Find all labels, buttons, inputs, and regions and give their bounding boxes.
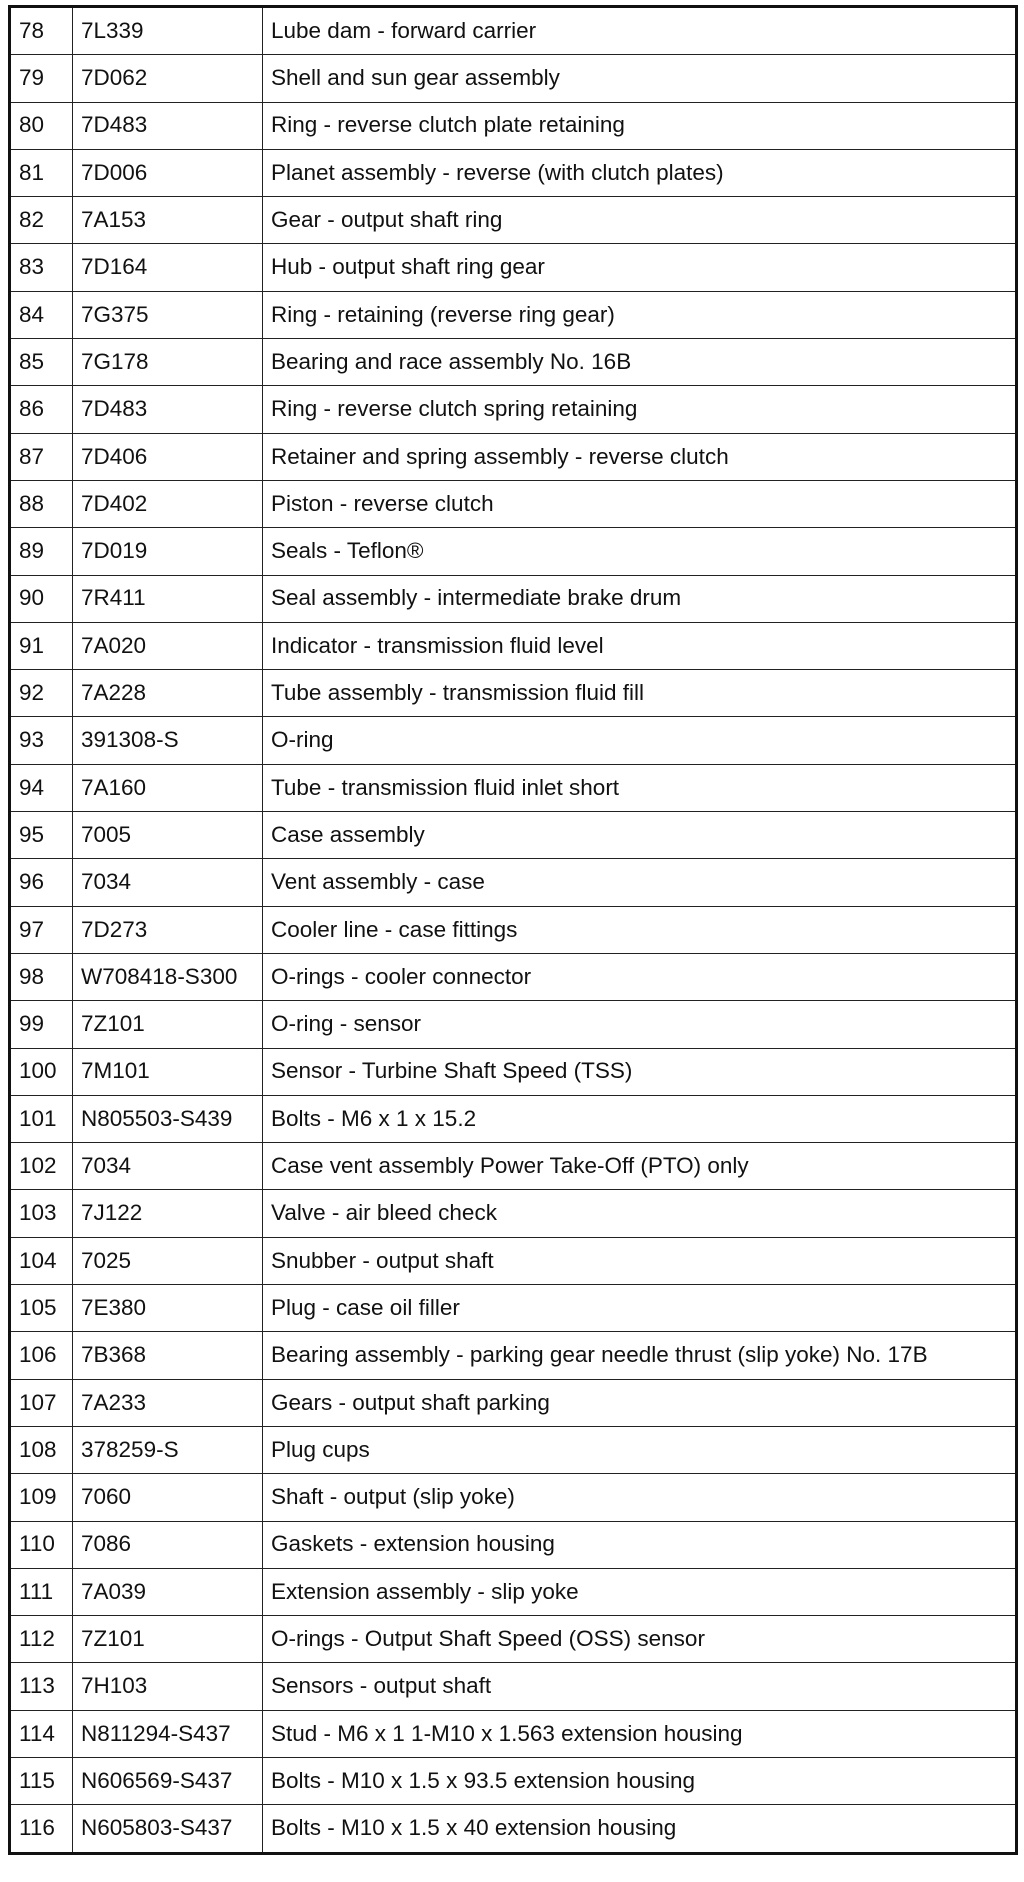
description-cell: Bolts - M10 x 1.5 x 93.5 extension housing: [263, 1757, 1017, 1804]
part-number-cell: 7D402: [73, 480, 263, 527]
table-row: [10, 859, 1017, 906]
description-cell: Seal assembly - intermediate brake drum: [263, 575, 1017, 622]
part-number-cell: 7E380: [73, 1285, 263, 1332]
part-number-cell: 7R411: [73, 575, 263, 622]
item-number-cell: 88: [10, 480, 73, 527]
table-row: [10, 244, 1017, 291]
part-number-cell: 7D406: [73, 433, 263, 480]
part-number-cell: 7H103: [73, 1663, 263, 1710]
item-number-cell: 92: [10, 670, 73, 717]
part-number-cell: N805503-S439: [73, 1095, 263, 1142]
table-row: [10, 55, 1017, 102]
table-row: [10, 386, 1017, 433]
part-number-cell: W708418-S300: [73, 953, 263, 1000]
item-number-cell: 100: [10, 1048, 73, 1095]
table-row: [10, 1568, 1017, 1615]
table-row: [10, 1285, 1017, 1332]
description-cell: Indicator - transmission fluid level: [263, 622, 1017, 669]
description-cell: Valve - air bleed check: [263, 1190, 1017, 1237]
item-number-cell: 97: [10, 906, 73, 953]
part-number-cell: 7D483: [73, 386, 263, 433]
part-number-cell: 7A228: [73, 670, 263, 717]
description-cell: Vent assembly - case: [263, 859, 1017, 906]
description-cell: Piston - reverse clutch: [263, 480, 1017, 527]
part-number-cell: 378259-S: [73, 1426, 263, 1473]
item-number-cell: 95: [10, 812, 73, 859]
table-row: [10, 7, 1017, 55]
description-cell: Tube assembly - transmission fluid fill: [263, 670, 1017, 717]
description-cell: Bearing and race assembly No. 16B: [263, 339, 1017, 386]
description-cell: Case vent assembly Power Take-Off (PTO) only: [263, 1143, 1017, 1190]
table-row: [10, 1332, 1017, 1379]
description-cell: Sensors - output shaft: [263, 1663, 1017, 1710]
part-number-cell: 7034: [73, 859, 263, 906]
item-number-cell: 101: [10, 1095, 73, 1142]
table-row: [10, 528, 1017, 575]
description-cell: Bearing assembly - parking gear needle thrust (slip yoke) No. 17B: [263, 1332, 1017, 1379]
table-row: [10, 717, 1017, 764]
description-cell: Bolts - M6 x 1 x 15.2: [263, 1095, 1017, 1142]
parts-table: [8, 5, 1018, 1855]
table-row: [10, 575, 1017, 622]
item-number-cell: 94: [10, 764, 73, 811]
parts-list-page: [8, 5, 1015, 1855]
description-cell: Snubber - output shaft: [263, 1237, 1017, 1284]
item-number-cell: 111: [10, 1568, 73, 1615]
description-cell: O-ring - sensor: [263, 1001, 1017, 1048]
item-number-cell: 82: [10, 197, 73, 244]
description-cell: Shaft - output (slip yoke): [263, 1474, 1017, 1521]
item-number-cell: 89: [10, 528, 73, 575]
item-number-cell: 87: [10, 433, 73, 480]
description-cell: Retainer and spring assembly - reverse clutch: [263, 433, 1017, 480]
item-number-cell: 109: [10, 1474, 73, 1521]
part-number-cell: 7A039: [73, 1568, 263, 1615]
table-row: [10, 1237, 1017, 1284]
item-number-cell: 112: [10, 1616, 73, 1663]
description-cell: O-rings - cooler connector: [263, 953, 1017, 1000]
part-number-cell: 7G375: [73, 291, 263, 338]
table-row: [10, 197, 1017, 244]
table-row: [10, 1710, 1017, 1757]
part-number-cell: 7025: [73, 1237, 263, 1284]
parts-table-body: [10, 7, 1017, 1854]
item-number-cell: 85: [10, 339, 73, 386]
part-number-cell: 7Z101: [73, 1616, 263, 1663]
item-number-cell: 108: [10, 1426, 73, 1473]
part-number-cell: 7Z101: [73, 1001, 263, 1048]
description-cell: Sensor - Turbine Shaft Speed (TSS): [263, 1048, 1017, 1095]
table-row: [10, 149, 1017, 196]
table-row: [10, 1379, 1017, 1426]
description-cell: O-ring: [263, 717, 1017, 764]
table-row: [10, 291, 1017, 338]
part-number-cell: N811294-S437: [73, 1710, 263, 1757]
table-row: [10, 1143, 1017, 1190]
table-row: [10, 1757, 1017, 1804]
description-cell: Ring - reverse clutch plate retaining: [263, 102, 1017, 149]
item-number-cell: 113: [10, 1663, 73, 1710]
item-number-cell: 105: [10, 1285, 73, 1332]
item-number-cell: 91: [10, 622, 73, 669]
description-cell: Shell and sun gear assembly: [263, 55, 1017, 102]
table-row: [10, 1426, 1017, 1473]
description-cell: Seals - Teflon®: [263, 528, 1017, 575]
table-row: [10, 906, 1017, 953]
part-number-cell: 7J122: [73, 1190, 263, 1237]
item-number-cell: 102: [10, 1143, 73, 1190]
item-number-cell: 106: [10, 1332, 73, 1379]
item-number-cell: 99: [10, 1001, 73, 1048]
description-cell: Tube - transmission fluid inlet short: [263, 764, 1017, 811]
description-cell: Case assembly: [263, 812, 1017, 859]
table-row: [10, 622, 1017, 669]
description-cell: Bolts - M10 x 1.5 x 40 extension housing: [263, 1805, 1017, 1853]
part-number-cell: 7D019: [73, 528, 263, 575]
description-cell: Gears - output shaft parking: [263, 1379, 1017, 1426]
table-row: [10, 433, 1017, 480]
item-number-cell: 84: [10, 291, 73, 338]
part-number-cell: 7D483: [73, 102, 263, 149]
item-number-cell: 86: [10, 386, 73, 433]
item-number-cell: 93: [10, 717, 73, 764]
description-cell: Plug - case oil filler: [263, 1285, 1017, 1332]
description-cell: Plug cups: [263, 1426, 1017, 1473]
part-number-cell: N606569-S437: [73, 1757, 263, 1804]
table-row: [10, 764, 1017, 811]
table-row: [10, 1001, 1017, 1048]
table-row: [10, 1474, 1017, 1521]
table-row: [10, 1190, 1017, 1237]
description-cell: Ring - retaining (reverse ring gear): [263, 291, 1017, 338]
part-number-cell: 7D006: [73, 149, 263, 196]
table-row: [10, 1521, 1017, 1568]
item-number-cell: 96: [10, 859, 73, 906]
description-cell: Cooler line - case fittings: [263, 906, 1017, 953]
table-row: [10, 1663, 1017, 1710]
item-number-cell: 78: [10, 7, 73, 55]
table-row: [10, 1616, 1017, 1663]
description-cell: O-rings - Output Shaft Speed (OSS) sensor: [263, 1616, 1017, 1663]
item-number-cell: 80: [10, 102, 73, 149]
item-number-cell: 79: [10, 55, 73, 102]
part-number-cell: 391308-S: [73, 717, 263, 764]
table-row: [10, 1805, 1017, 1853]
part-number-cell: 7A153: [73, 197, 263, 244]
item-number-cell: 81: [10, 149, 73, 196]
part-number-cell: 7D164: [73, 244, 263, 291]
description-cell: Gaskets - extension housing: [263, 1521, 1017, 1568]
table-row: [10, 102, 1017, 149]
item-number-cell: 110: [10, 1521, 73, 1568]
item-number-cell: 114: [10, 1710, 73, 1757]
description-cell: Gear - output shaft ring: [263, 197, 1017, 244]
item-number-cell: 103: [10, 1190, 73, 1237]
part-number-cell: 7D062: [73, 55, 263, 102]
part-number-cell: 7A020: [73, 622, 263, 669]
part-number-cell: 7L339: [73, 7, 263, 55]
table-row: [10, 953, 1017, 1000]
table-row: [10, 1095, 1017, 1142]
part-number-cell: N605803-S437: [73, 1805, 263, 1853]
part-number-cell: 7A233: [73, 1379, 263, 1426]
description-cell: Extension assembly - slip yoke: [263, 1568, 1017, 1615]
description-cell: Stud - M6 x 1 1-M10 x 1.563 extension housing: [263, 1710, 1017, 1757]
description-cell: Ring - reverse clutch spring retaining: [263, 386, 1017, 433]
part-number-cell: 7034: [73, 1143, 263, 1190]
description-cell: Planet assembly - reverse (with clutch plates): [263, 149, 1017, 196]
part-number-cell: 7060: [73, 1474, 263, 1521]
table-row: [10, 670, 1017, 717]
table-row: [10, 812, 1017, 859]
part-number-cell: 7M101: [73, 1048, 263, 1095]
part-number-cell: 7A160: [73, 764, 263, 811]
description-cell: Lube dam - forward carrier: [263, 7, 1017, 55]
table-row: [10, 1048, 1017, 1095]
part-number-cell: 7G178: [73, 339, 263, 386]
item-number-cell: 83: [10, 244, 73, 291]
item-number-cell: 115: [10, 1757, 73, 1804]
part-number-cell: 7D273: [73, 906, 263, 953]
item-number-cell: 90: [10, 575, 73, 622]
item-number-cell: 104: [10, 1237, 73, 1284]
table-row: [10, 339, 1017, 386]
item-number-cell: 116: [10, 1805, 73, 1853]
item-number-cell: 107: [10, 1379, 73, 1426]
part-number-cell: 7005: [73, 812, 263, 859]
part-number-cell: 7B368: [73, 1332, 263, 1379]
description-cell: Hub - output shaft ring gear: [263, 244, 1017, 291]
table-row: [10, 480, 1017, 527]
item-number-cell: 98: [10, 953, 73, 1000]
part-number-cell: 7086: [73, 1521, 263, 1568]
